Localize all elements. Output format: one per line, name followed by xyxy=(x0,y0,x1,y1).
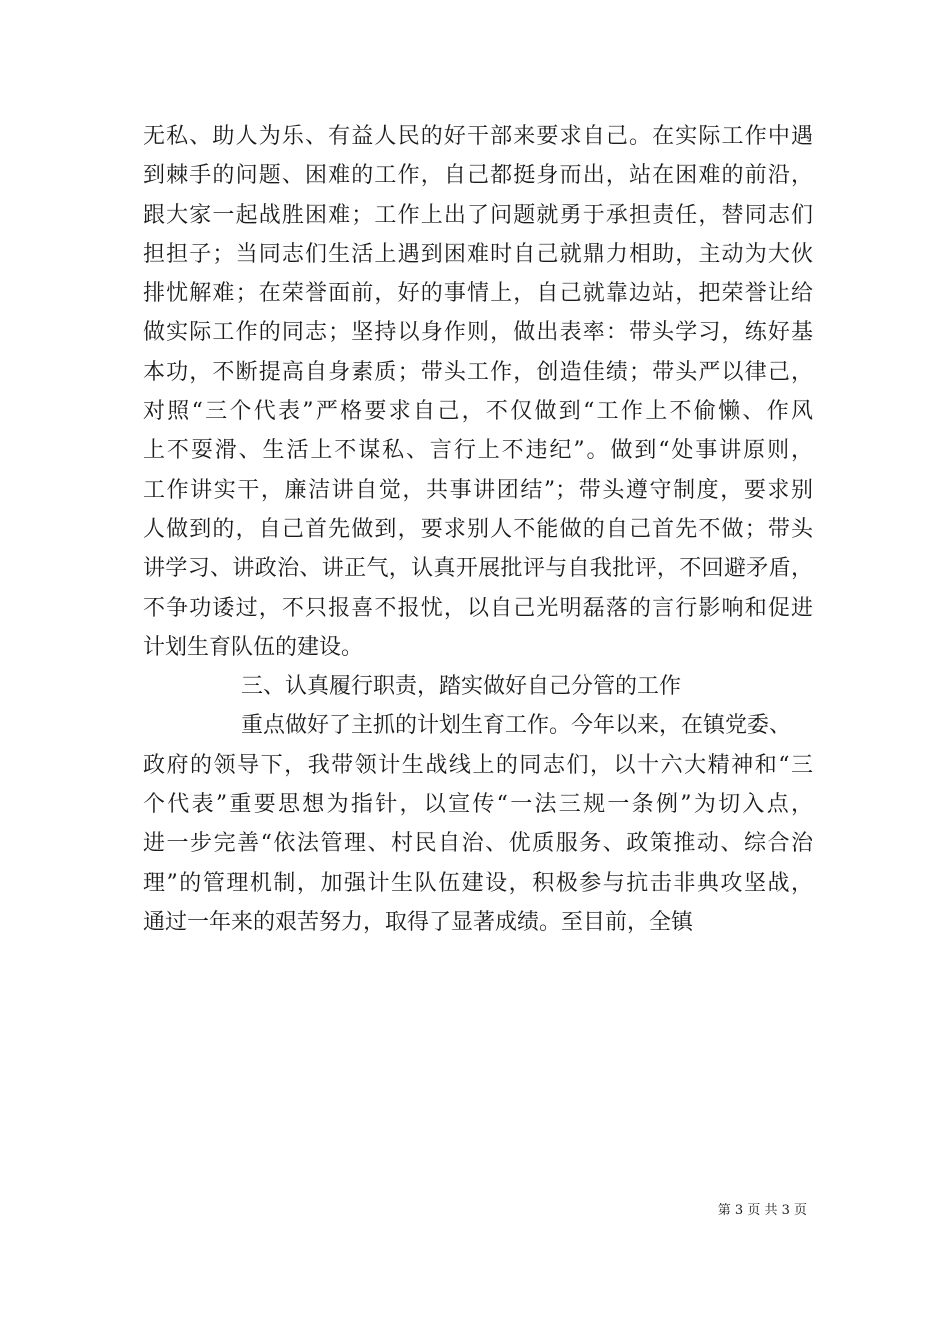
text-line: 到棘手的问题、困难的工作，自己都挺身而出，站在困难的前沿， xyxy=(143,163,813,189)
text-line: 排忧解难；在荣誉面前，好的事情上，自己就靠边站，把荣誉让给 xyxy=(143,281,813,307)
text-line: 本功，不断提高自身素质；带头工作，创造佳绩；带头严以律己， xyxy=(143,359,813,385)
text-line: 政府的领导下，我带领计生战线上的同志们，以十六大精神和“三 xyxy=(143,752,813,778)
text-line: 做实际工作的同志；坚持以身作则，做出表率：带头学习，练好基 xyxy=(143,320,813,346)
text-line: 人做到的，自己首先做到，要求别人不能做的自己首先不做；带头 xyxy=(143,516,813,542)
page-number: 第 3 页 共 3 页 xyxy=(717,1203,807,1218)
body-text xyxy=(143,117,813,942)
text-line: 理”的管理机制，加强计生队伍建设，积极参与抗击非典攻坚战， xyxy=(143,870,813,896)
text-line: 不争功诿过，不只报喜不报忧，以自己光明磊落的言行影响和促进 xyxy=(143,595,813,621)
text-line: 讲学习、讲政治、讲正气，认真开展批评与自我批评，不回避矛盾， xyxy=(143,556,813,582)
text-line: 担担子；当同志们生活上遇到困难时自己就鼎力相助，主动为大伙 xyxy=(143,241,813,267)
section-heading: 三、认真履行职责，踏实做好自己分管的工作 xyxy=(241,674,682,700)
text-line: 工作讲实干，廉洁讲自觉，共事讲团结”；带头遵守制度，要求别 xyxy=(143,477,813,503)
text-line: 跟大家一起战胜困难；工作上出了问题就勇于承担责任，替同志们 xyxy=(143,202,813,228)
text-line: 个代表”重要思想为指针，以宣传“一法三规一条例”为切入点， xyxy=(143,792,813,818)
text-line: 上不耍滑、生活上不谋私、言行上不违纪”。做到“处事讲原则， xyxy=(143,438,813,464)
text-line: 通过一年来的艰苦努力，取得了显著成绩。至目前，全镇 xyxy=(143,909,694,935)
text-line: 进一步完善“依法管理、村民自治、优质服务、政策推动、综合治 xyxy=(143,831,813,857)
text-line: 对照“三个代表”严格要求自己，不仅做到“工作上不偷懒、作风 xyxy=(143,399,813,425)
text-line: 计划生育队伍的建设。 xyxy=(143,634,364,660)
paragraph-first-line: 重点做好了主抓的计划生育工作。今年以来，在镇党委、 xyxy=(241,713,792,739)
text-line: 无私、助人为乐、有益人民的好干部来要求自己。在实际工作中遇 xyxy=(143,124,813,149)
